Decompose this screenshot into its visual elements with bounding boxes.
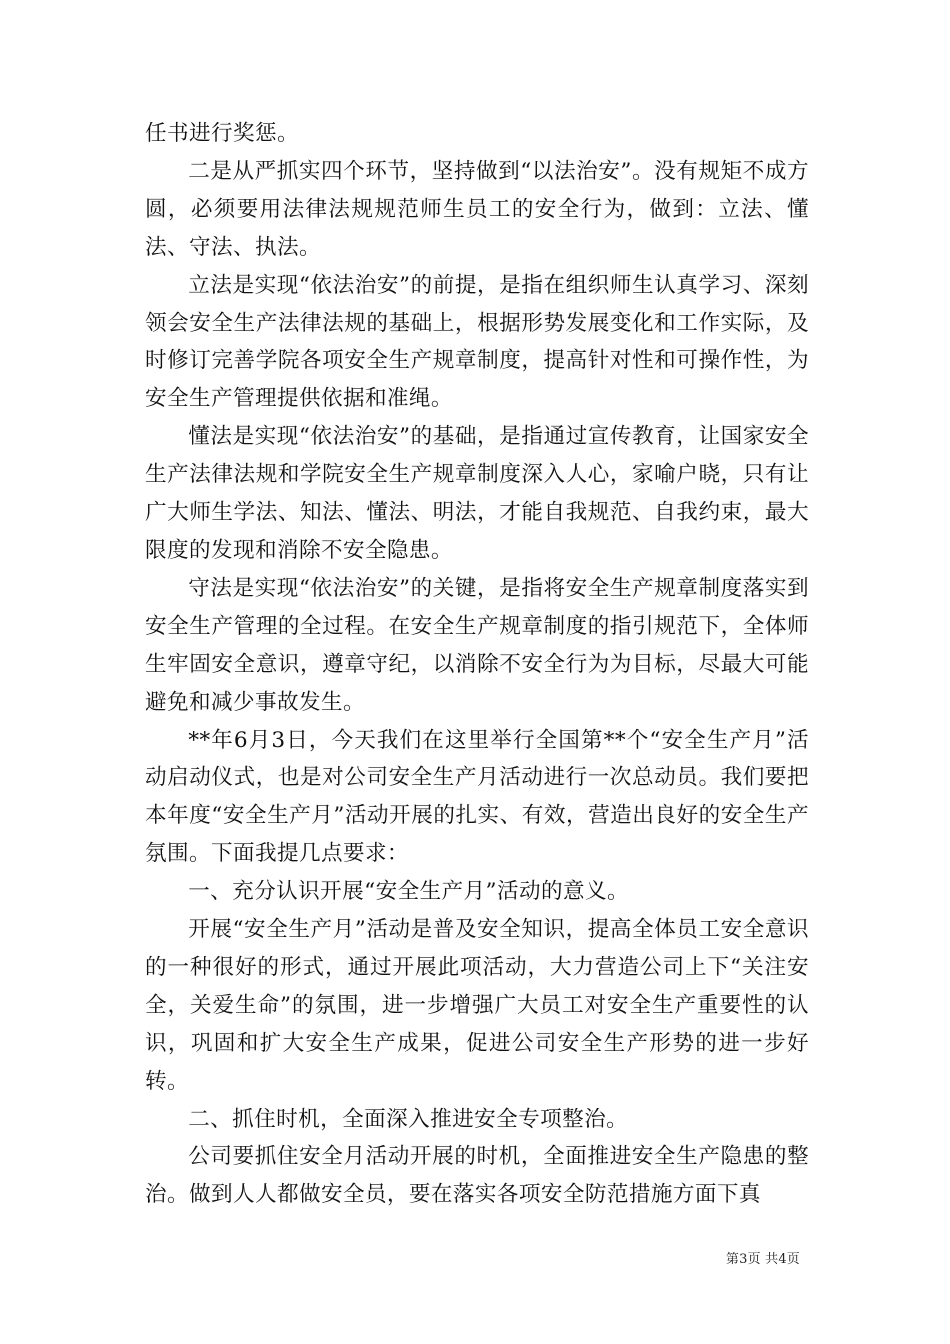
paragraph-continuation: 任书进行奖惩。 (145, 121, 299, 146)
heading-section-one: 一、充分认识开展“安全生产月”活动的意义。 (188, 879, 629, 905)
paragraph-hazard-rectification: 公司要抓住安全月活动开展的时机，全面推进安全生产隐患的整治。做到人人都做安全员，要在落实各项安全防范措施方面下真 (145, 1144, 809, 1208)
paragraph-safety-month-launch: **年6月3日，今天我们在这里举行全国第**个“安全生产月”活动启动仪式，也是对公司安全生产月活动进行一次总动员。我们要把本年度“安全生产月”活动开展的扎实、有效，营造出良好的安全生产氛围。下面我提几点要求： (145, 727, 809, 867)
page-number: 第3页 共4页 (725, 1252, 800, 1267)
paragraph-understanding-law: 懂法是实现“依法治安”的基础，是指通过宣传教育，让国家安全生产法律法规和学院安全生产规章制度深入人心，家喻户晓，只有让广大师生学法、知法、懂法、明法，才能自我规范、自我约束，最大限度的发现和消除不安全隐患。 (145, 424, 809, 563)
paragraph-abiding-law: 守法是实现“依法治安”的关键，是指将安全生产规章制度落实到安全生产管理的全过程。在安全生产规章制度的指引规范下，全体师生牢固安全意识，遵章守纪，以消除不安全行为为目标，尽最大可能避免和减少事故发生。 (145, 575, 809, 715)
document-body (145, 115, 809, 1214)
paragraph-law-four-links: 二是从严抓实四个环节，坚持做到“以法治安”。没有规矩不成方圆，必须要用法律法规规范师生员工的安全行为，做到：立法、懂法、守法、执法。 (145, 158, 809, 260)
heading-section-two: 二、抓住时机，全面深入推进安全专项整治。 (188, 1106, 629, 1132)
paragraph-legislation: 立法是实现“依法治安”的前提，是指在组织师生认真学习、深刻领会安全生产法律法规的基础上，根据形势发展变化和工作实际，及时修订完善学院各项安全生产规章制度，提高针对性和可操作性，为安全生产管理提供依据和准绳。 (145, 272, 809, 412)
paragraph-safety-month-significance: 开展“安全生产月”活动是普及安全知识，提高全体员工安全意识的一种很好的形式，通过开展此项活动，大力营造公司上下“关注安全，关爱生命”的氛围，进一步增强广大员工对安全生产重要性的认识，巩固和扩大安全生产成果，促进公司安全生产形势的进一步好转。 (145, 917, 809, 1094)
